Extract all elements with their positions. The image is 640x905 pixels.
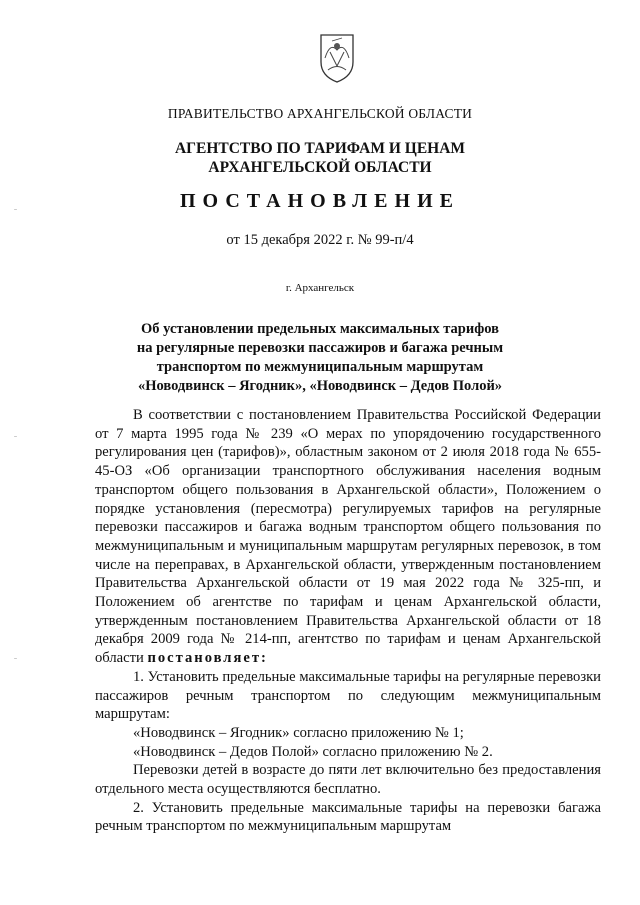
date-number: от 15 декабря 2022 г. № 99-п/4 (226, 232, 414, 248)
subject-title (0, 320, 640, 396)
city: г. Архангельск (285, 282, 355, 294)
subject-line3: транспортом по межмуниципальным маршрутам (156, 359, 484, 375)
children-paragraph: Перевозки детей в возрасте до пяти лет включительно без предоставления отдельного места осуществляются бесплатно. (95, 762, 601, 798)
scan-speck: ˗ (14, 203, 17, 213)
document-body (95, 406, 601, 836)
agency-name (0, 139, 640, 177)
subject-line4: «Новодвинск – Ягодник», «Новодвинск – Дедов Полой» (137, 378, 503, 394)
subject-line1: Об установлении предельных максимальных тарифов (141, 321, 499, 337)
item-1-paragraph: 1. Установить предельные максимальные тарифы на регулярные перевозки пассажиров речным транспортом по следующим межмуниципальным маршрутам: (95, 668, 601, 723)
subject-line2: на регулярные перевозки пассажиров и багажа речным (136, 340, 504, 356)
preamble-paragraph (95, 406, 601, 668)
item-2-paragraph: 2. Установить предельные максимальные тарифы на перевозки багажа речным транспортом по межмуниципальным маршрутам (95, 799, 601, 835)
route-1-paragraph: «Новодвинск – Ягодник» согласно приложению № 1; (133, 724, 464, 741)
preamble-text: В соответствии с постановлением Правительства Российской Федерации от 7 марта 1995 года № 239 «О мерах по упорядочению государственного регулирования цен (тарифов)», областным законом от 2 июля 2018 года № 655-45-ОЗ «Об организации транспортного обслуживания населения водным транспортом общего пользования в Архангельской области», Положением о порядке установления (пересмотра) регулируемых тарифов на регулярные перевозки пассажиров и багажа водным транспортом общего пользования по межмуниципальным и муниципальным маршрутам регулярных перевозок, в том числе на переправах, в Архангельской области, утвержденным постановлением Правительства Архангельской области от 19 мая 2022 года № 325-пп, и Положением об агентстве по тарифам и ценам Архангельской области, утвержденным постановлением Правительства Архангельской области от 18 декабря 2009 года № 214-пп, агентство по тарифам и ценам Архангельской области (95, 407, 601, 667)
agency-name-line1: АГЕНТСТВО ПО ТАРИФАМ И ЦЕНАМ (174, 140, 466, 157)
route-2-paragraph: «Новодвинск – Дедов Полой» согласно приложению № 2. (133, 743, 493, 760)
document-type-title: ПОСТАНОВЛЕНИЕ (180, 190, 460, 212)
decree-word: постановляет: (147, 650, 268, 667)
coat-of-arms-emblem (318, 32, 356, 84)
scan-speck: ˗ (14, 430, 17, 440)
government-name: ПРАВИТЕЛЬСТВО АРХАНГЕЛЬСКОЙ ОБЛАСТИ (167, 106, 473, 121)
scan-speck: ˗ (14, 652, 17, 662)
agency-name-line2: АРХАНГЕЛЬСКОЙ ОБЛАСТИ (208, 159, 432, 176)
